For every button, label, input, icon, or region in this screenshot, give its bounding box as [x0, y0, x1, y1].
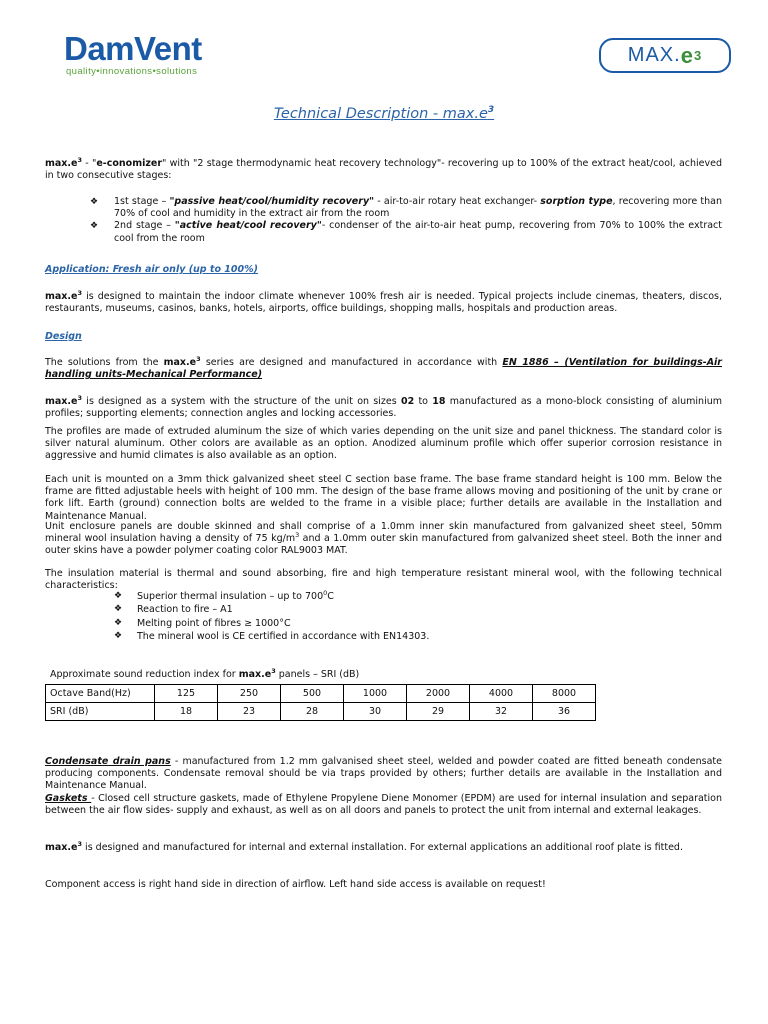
sri-cell: 29: [407, 703, 470, 721]
stage-1-prefix: 1st stage –: [114, 196, 170, 207]
installation-paragraph: [45, 839, 722, 854]
gaskets-paragraph: [45, 793, 722, 817]
application-paragraph: [45, 288, 722, 315]
application-product-sup: 3: [77, 288, 83, 297]
characteristic-1-b: C: [327, 591, 334, 602]
caption-name: max.e: [238, 669, 272, 680]
sri-table-caption: [50, 666, 360, 680]
logo-tagline: quality•innovations•solutions: [66, 66, 198, 77]
design-p2-name: max.e: [45, 396, 78, 407]
gaskets-text: - Closed cell structure gaskets, made of Ethylene Propylene Diene Monomer (EPDM) are used for internal insulation and separation between the air flow sides- supply and exhaust, as well as on all doors and panels to protect the unit from internal and external leakages.: [45, 793, 722, 817]
sri-cell: 18: [155, 703, 218, 721]
characteristic-item: [114, 603, 429, 616]
table-row: [46, 685, 596, 703]
badge-sup: 3: [693, 48, 703, 63]
characteristic-1-sup: 0: [323, 588, 328, 597]
application-product-name: max.e: [45, 291, 78, 302]
design-paragraph-4: Each unit is mounted on a 3mm thick galvanized sheet steel C section base frame. The base frame standard height is 100 mm. Below the frame are fitted adjustable heels with height of 100 mm. The design of the base frame allows moving and positioning of the unit by crane or fork lift. Earth (ground) connection bolts are welded to the frame in a visible place; further details are available in the Installation and Maintenance Manual.: [45, 474, 722, 522]
design-p1-b: series are designed and manufactured in accordance with: [200, 357, 503, 368]
caption-sup: 3: [271, 666, 276, 675]
design-size-min: 02: [400, 396, 415, 407]
band-cell: 1000: [344, 685, 407, 703]
characteristics-list: [114, 590, 429, 643]
characteristic-1-a: Superior thermal insulation – up to 700: [137, 591, 324, 602]
intro-dash: - ": [82, 158, 97, 169]
design-p2-a: is designed as a system with the structure of the unit on sizes: [82, 396, 401, 407]
badge-text: MAX.: [627, 44, 681, 66]
intro-paragraph: [45, 155, 723, 182]
stage-1-mid: - air-to-air rotary heat exchanger-: [374, 196, 541, 207]
stage-item-1: [90, 196, 722, 220]
design-p5-a: Unit enclosure panels are double skinned and shall comprise of a 1.0mm inner skin manufactured from galvanized sheet steel, 50mm mineral wool insulation having a density of 75 kg/m: [45, 521, 722, 545]
stages-list: [90, 196, 722, 245]
stage-2-mid: - condenser of the air-to-air heat pump, recovering from 70% to 100% the extract cool from the room: [114, 220, 723, 244]
application-text: is designed to maintain the indoor climate whenever 100% fresh air is needed. Typical projects include cinemas, theaters, discos, restaurants, museums, casinos, banks, hotels, airports, office buildings, shopping malls, hospitals and production areas.: [45, 291, 722, 315]
sri-cell: 23: [218, 703, 281, 721]
caption-b: panels – SRI (dB): [275, 669, 360, 680]
gaskets-heading: Gaskets: [45, 793, 92, 804]
intro-product-sup: 3: [77, 155, 83, 164]
bullet-diamond-icon: ❖: [114, 591, 123, 601]
condensate-text: - manufactured from 1.2 mm galvanised sheet steel, welded and powder coated are fitted beneath condensate producing components. Condensate removal should be via traps provided by others; further details are available in the Installation and Maintenance Manual.: [45, 756, 722, 792]
bullet-diamond-icon: ❖: [114, 617, 123, 628]
design-p2-sup: 3: [77, 393, 83, 402]
bullet-diamond-icon: ❖: [114, 630, 123, 641]
design-size-max: 18: [432, 396, 446, 407]
design-p1-sup: 3: [196, 354, 201, 363]
title-text: Technical Description - max.e: [273, 105, 488, 122]
design-paragraph-6: The insulation material is thermal and sound absorbing, fire and high temperature resistant mineral wool, with the following technical characteristics:: [45, 568, 722, 592]
design-paragraph-5: [45, 521, 722, 558]
installation-product-name: max.e: [45, 842, 78, 853]
bullet-diamond-icon: ❖: [114, 604, 123, 615]
sri-cell: 32: [470, 703, 533, 721]
design-paragraph-2: [45, 393, 722, 420]
stage-1-emph: sorption type: [540, 196, 613, 207]
design-p5-b: and a 1.0mm outer skin manufactured from galvanized sheet steel. Both the inner and outer skins have a powder polymer coating color RAL9003 MAT.: [45, 533, 722, 557]
logo-text-dam: Dam: [64, 30, 135, 67]
damvent-logo: [64, 30, 274, 78]
sri-cell: 36: [533, 703, 596, 721]
band-cell: 125: [155, 685, 218, 703]
design-p2-c: manufactured as a mono-block consisting of aluminium profiles; supporting elements; connection angles and locking accessories.: [45, 396, 722, 420]
application-heading: Application: Fresh air only (up to 100%): [45, 264, 258, 275]
sri-cell: 28: [281, 703, 344, 721]
band-cell: 500: [281, 685, 344, 703]
max-e3-badge-logo: [599, 38, 731, 73]
design-paragraph-1: [45, 354, 722, 381]
band-cell: 8000: [533, 685, 596, 703]
condensate-paragraph: [45, 756, 722, 793]
caption-a: Approximate sound reduction index for: [50, 669, 239, 680]
sri-table: [45, 684, 596, 721]
intro-rest: " with "2 stage thermodynamic heat recovery technology"- recovering up to 100% of the extract heat/cool, achieved in two consecutive stages:: [45, 158, 723, 182]
bullet-diamond-icon: ❖: [90, 221, 99, 232]
band-cell: 2000: [407, 685, 470, 703]
installation-text: is designed and manufactured for internal and external installation. For external applications an additional roof plate is fitted.: [82, 842, 683, 853]
table-row: [46, 703, 596, 721]
title-sup: 3: [487, 105, 495, 115]
characteristic-3: Melting point of fibres ≥ 1000°C: [137, 617, 291, 629]
intro-economizer: e-conomizer: [96, 158, 163, 169]
intro-product-name: max.e: [45, 158, 78, 169]
installation-product-sup: 3: [77, 839, 83, 848]
stage-1-rest: , recovering more than 70% of cool and humidity in the extract air from the room: [114, 196, 722, 220]
design-heading: Design: [45, 331, 82, 342]
bullet-diamond-icon: ❖: [90, 197, 99, 207]
design-p5-sup: 3: [295, 531, 300, 540]
characteristic-item: [114, 630, 429, 643]
sri-cell: 30: [344, 703, 407, 721]
condensate-heading: Condensate drain pans: [45, 756, 171, 767]
design-standard: EN 1886 – (Ventilation for buildings-Air handling units-Mechanical Performance): [45, 357, 722, 381]
characteristic-2: Reaction to fire – A1: [137, 604, 233, 616]
characteristic-item: [114, 590, 429, 603]
badge-e: e: [680, 42, 694, 68]
page-title: [0, 105, 768, 122]
design-p2-b: to: [414, 396, 433, 407]
access-paragraph: Component access is right hand side in direction of airflow. Left hand side access is available on request!: [45, 879, 546, 890]
table-row-label: Octave Band(Hz): [46, 685, 155, 703]
stage-2-title: "active heat/cool recovery": [174, 220, 322, 232]
band-cell: 4000: [470, 685, 533, 703]
table-row-label: SRI (dB): [46, 703, 155, 721]
stage-2-prefix: 2nd stage –: [114, 220, 175, 232]
logo-text-vent: Vent: [134, 30, 202, 67]
design-paragraph-3: The profiles are made of extruded aluminum the size of which varies depending on the unit size and panel thickness. The standard color is silver natural aluminum. Other colors are available as an option. Anodized aluminum profile which offer superior corrosion resistance in aggressive and humid climates is also available as an option.: [45, 426, 722, 462]
design-p1-a: The solutions from the: [45, 357, 164, 368]
logo-wordmark: [64, 30, 274, 67]
stage-1-title: "passive heat/cool/humidity recovery": [169, 196, 375, 207]
band-cell: 250: [218, 685, 281, 703]
design-p1-name: max.e: [163, 357, 197, 368]
stage-item-2: [90, 220, 722, 244]
characteristic-item: [114, 617, 429, 630]
characteristic-4: The mineral wool is CE certified in accordance with EN14303.: [137, 630, 430, 642]
